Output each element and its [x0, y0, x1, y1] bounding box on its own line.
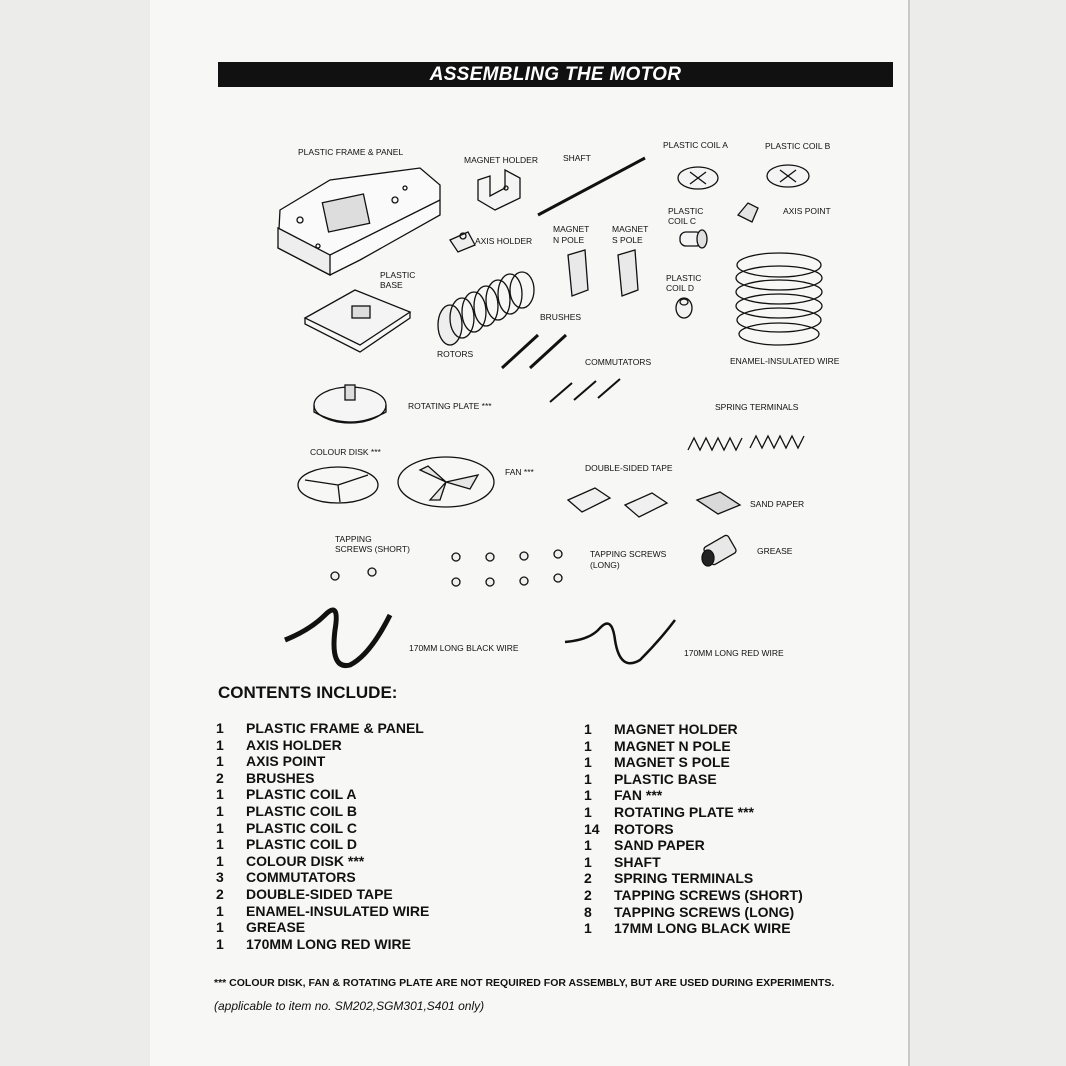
item-name: MAGNET S POLE: [614, 754, 730, 771]
list-item: [584, 754, 803, 771]
shaft-drawing: [538, 158, 645, 215]
list-item: [584, 821, 803, 838]
label-plastic-coil-c-line2: COIL C: [668, 216, 697, 226]
label-plastic-coil-b: PLASTIC COIL B: [765, 141, 831, 151]
item-qty: 1: [216, 919, 224, 936]
magnet-holder-drawing: [478, 170, 520, 210]
list-item: [584, 738, 803, 755]
item-name: DOUBLE-SIDED TAPE: [246, 885, 393, 902]
tapping-screws-drawing: [331, 550, 562, 586]
item-qty: 1: [584, 803, 592, 820]
plastic-coil-b-drawing: [767, 165, 809, 187]
list-item: [216, 770, 429, 787]
list-item: [216, 737, 429, 754]
label-plastic-coil-d-line1: PLASTIC: [666, 273, 702, 283]
label-red-wire: 170MM LONG RED WIRE: [684, 648, 784, 658]
list-item: [216, 786, 429, 803]
label-magnet-s-line2: S POLE: [612, 235, 643, 245]
item-qty: 1: [584, 920, 592, 937]
item-name: ROTORS: [614, 820, 674, 837]
list-item: [584, 787, 803, 804]
magnet-n-drawing: [568, 250, 588, 296]
list-item: [584, 887, 803, 904]
label-magnet-s-line1: MAGNET: [612, 224, 649, 234]
magnet-s-drawing: [618, 250, 638, 296]
label-black-wire: 170MM LONG BLACK WIRE: [409, 643, 519, 653]
item-name: SPRING TERMINALS: [614, 870, 754, 887]
item-name: AXIS HOLDER: [246, 736, 342, 753]
tape-drawing-2: [625, 493, 667, 517]
label-tapping-long-line2: (LONG): [590, 560, 620, 570]
item-qty: 1: [216, 802, 224, 819]
item-qty: 1: [216, 935, 224, 952]
item-qty: 3: [216, 869, 224, 886]
list-item: [216, 919, 429, 936]
item-qty: 1: [584, 837, 592, 854]
label-magnet-n-line2: N POLE: [553, 235, 585, 245]
item-name: PLASTIC COIL D: [246, 836, 357, 853]
label-plastic-base-line1: PLASTIC: [380, 270, 416, 280]
item-qty: 1: [216, 736, 224, 753]
axis-point-drawing: [738, 203, 758, 222]
label-axis-holder: AXIS HOLDER: [475, 236, 533, 246]
list-item: [216, 803, 429, 820]
item-name: SHAFT: [614, 853, 661, 870]
item-name: COMMUTATORS: [246, 869, 356, 886]
item-qty: 1: [216, 786, 224, 803]
label-spring-terminals: SPRING TERMINALS: [715, 402, 799, 412]
item-name: TAPPING SCREWS (LONG): [614, 903, 795, 920]
item-name: BRUSHES: [246, 769, 315, 786]
plastic-coil-c-drawing: [680, 230, 707, 248]
item-qty: 2: [216, 769, 224, 786]
item-name: FAN ***: [614, 787, 663, 804]
tape-drawing-1: [568, 488, 610, 512]
list-item: [584, 771, 803, 788]
axis-holder-drawing: [450, 232, 475, 252]
label-magnet-n-line1: MAGNET: [553, 224, 590, 234]
item-qty: 1: [584, 787, 592, 804]
list-item: [584, 854, 803, 871]
rotors-drawing: [438, 272, 534, 345]
list-item: [216, 869, 429, 886]
list-item: [216, 853, 429, 870]
list-item: [584, 721, 803, 738]
label-magnet-holder: MAGNET HOLDER: [464, 155, 538, 165]
item-qty: 1: [216, 819, 224, 836]
item-name: MAGNET HOLDER: [614, 721, 738, 737]
item-qty: 1: [216, 852, 224, 869]
label-tapping-short-line2: SCREWS (SHORT): [335, 544, 410, 554]
item-qty: 1: [584, 754, 592, 771]
item-qty: 1: [584, 721, 592, 737]
plastic-coil-a-drawing: [678, 167, 718, 189]
item-name: PLASTIC COIL B: [246, 802, 357, 819]
item-qty: 1: [584, 737, 592, 754]
label-plastic-coil-c-line1: PLASTIC: [668, 206, 704, 216]
grease-drawing: [702, 534, 737, 566]
label-axis-point: AXIS POINT: [783, 206, 831, 216]
item-qty: 1: [216, 753, 224, 770]
item-qty: 2: [584, 870, 592, 887]
list-item: [584, 804, 803, 821]
enamel-wire-drawing: [736, 253, 822, 345]
label-plastic-coil-d-line2: COIL D: [666, 283, 695, 293]
item-qty: 1: [584, 853, 592, 870]
page-title: ASSEMBLING THE MOTOR: [218, 62, 893, 87]
label-plastic-frame-panel: PLASTIC FRAME & PANEL: [298, 147, 404, 157]
list-item: [216, 720, 429, 737]
item-qty: 2: [216, 885, 224, 902]
rotating-plate-drawing: [314, 385, 386, 423]
label-rotors: ROTORS: [437, 349, 474, 359]
contents-list-right: [584, 721, 803, 937]
item-qty: 2: [584, 886, 592, 903]
item-name: PLASTIC FRAME & PANEL: [246, 720, 424, 736]
label-enamel-wire: ENAMEL-INSULATED WIRE: [730, 356, 840, 366]
label-shaft: SHAFT: [563, 153, 591, 163]
item-name: 17MM LONG BLACK WIRE: [614, 920, 791, 937]
item-qty: 1: [584, 770, 592, 787]
list-item: [584, 870, 803, 887]
footnote: *** COLOUR DISK, FAN & ROTATING PLATE ARE NOT REQUIRED FOR ASSEMBLY, BUT ARE USED DURING EXPERIMENTS.: [214, 977, 835, 989]
item-qty: 1: [216, 836, 224, 853]
list-item: [584, 920, 803, 937]
list-item: [216, 903, 429, 920]
label-tapping-short-line1: TAPPING: [335, 534, 372, 544]
list-item: [216, 836, 429, 853]
black-wire-drawing: [285, 610, 390, 666]
contents-heading: CONTENTS INCLUDE:: [218, 683, 398, 702]
item-qty: 1: [216, 720, 224, 736]
spring-terminals-drawing: [688, 436, 804, 450]
list-item: [216, 886, 429, 903]
commutators-drawing: [550, 379, 620, 402]
colour-disk-drawing: [298, 467, 378, 503]
item-name: COLOUR DISK ***: [246, 852, 365, 869]
item-name: SAND PAPER: [614, 837, 705, 854]
label-brushes: BRUSHES: [540, 312, 582, 322]
list-item: [584, 904, 803, 921]
label-rotating-plate: ROTATING PLATE ***: [408, 401, 492, 411]
item-name: ENAMEL-INSULATED WIRE: [246, 902, 430, 919]
label-plastic-coil-a: PLASTIC COIL A: [663, 140, 728, 150]
plastic-coil-d-drawing: [676, 298, 692, 318]
label-plastic-base-line2: BASE: [380, 280, 403, 290]
plastic-base-drawing: [305, 290, 410, 352]
plastic-frame-panel-drawing: [278, 168, 440, 275]
label-tapping-long-line1: TAPPING SCREWS: [590, 549, 667, 559]
list-item: [584, 837, 803, 854]
item-name: TAPPING SCREWS (SHORT): [614, 886, 803, 903]
label-commutators: COMMUTATORS: [585, 357, 652, 367]
list-item: [216, 820, 429, 837]
red-wire-drawing: [565, 620, 675, 663]
label-colour-disk: COLOUR DISK ***: [310, 447, 381, 457]
item-name: AXIS POINT: [246, 753, 326, 770]
item-name: MAGNET N POLE: [614, 737, 731, 754]
item-qty: 8: [584, 903, 592, 920]
applicability-note: (applicable to item no. SM202,SGM301,S401 only): [214, 999, 485, 1013]
item-name: 170MM LONG RED WIRE: [246, 935, 411, 952]
label-double-sided-tape: DOUBLE-SIDED TAPE: [585, 463, 673, 473]
list-item: [216, 936, 429, 953]
label-grease: GREASE: [757, 546, 793, 556]
list-item: [216, 753, 429, 770]
item-name: PLASTIC COIL A: [246, 786, 357, 803]
item-name: ROTATING PLATE ***: [614, 803, 754, 820]
label-fan: FAN ***: [505, 467, 534, 477]
contents-list-left: [216, 720, 429, 952]
item-name: GREASE: [246, 919, 306, 936]
fan-drawing: [398, 457, 494, 507]
item-qty: 1: [216, 902, 224, 919]
item-name: PLASTIC BASE: [614, 770, 717, 787]
label-sand-paper: SAND PAPER: [750, 499, 805, 509]
item-qty: 14: [584, 820, 600, 837]
brushes-drawing: [502, 335, 566, 368]
item-name: PLASTIC COIL C: [246, 819, 357, 836]
sand-paper-drawing: [697, 492, 740, 514]
